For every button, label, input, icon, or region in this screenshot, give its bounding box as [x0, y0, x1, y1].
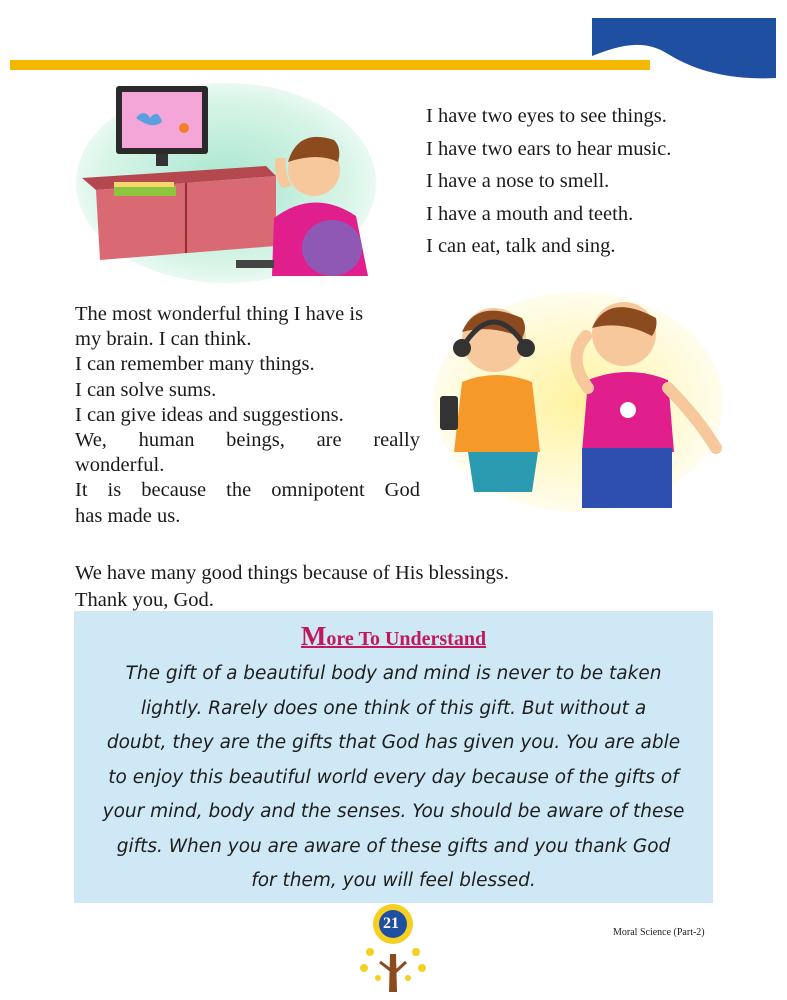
title-initial: M	[300, 621, 327, 651]
body-line: doubt, they are the gifts that God has given you. You are able	[106, 732, 681, 753]
paragraph-line: my brain. I can think.	[75, 328, 252, 351]
poem-line: I have a mouth and teeth.	[426, 202, 634, 225]
paragraph-line: It is because the omnipotent God	[75, 479, 420, 502]
body-line: for them, you will feel blessed.	[251, 870, 536, 891]
body-line: The gift of a beautiful body and mind is never to be taken	[125, 663, 662, 684]
body-line: your mind, body and the senses. You should be aware of these	[102, 801, 685, 822]
body-line: lightly. Rarely does one think of this gift. But without a	[140, 697, 647, 719]
paragraph-line: I can solve sums.	[75, 378, 217, 401]
paragraph-line: wonderful.	[75, 454, 165, 477]
header-yellow-band	[10, 60, 650, 70]
paragraph-line: We have many good things because of His blessings.	[75, 562, 509, 584]
poem-line: I have two eyes to see things.	[426, 105, 667, 127]
poem-line: I can eat, talk and sing.	[426, 235, 616, 257]
paragraph-line: Thank you, God.	[75, 589, 214, 611]
body-line: gifts. When you are aware of these gifts and you thank God	[116, 835, 671, 857]
paragraph-line: We, human beings, are really	[75, 429, 420, 452]
title-rest: ore To Understand	[326, 628, 487, 650]
paragraph-line: I can give ideas and suggestions.	[75, 403, 344, 426]
header-blue-tab	[588, 16, 778, 80]
paragraph-line: The most wonderful thing I have is	[75, 303, 364, 325]
two-kids-illustration	[428, 292, 724, 520]
book-title-footer: Moral Science (Part-2)	[613, 927, 705, 938]
more-to-understand-box	[74, 611, 713, 903]
paragraph-line: I can remember many things.	[75, 353, 315, 376]
section-body	[74, 657, 713, 899]
section-title	[74, 621, 713, 652]
poem-block	[426, 100, 756, 263]
brain-paragraph	[75, 302, 420, 529]
paragraph-line: has made us.	[75, 504, 181, 527]
poem-line: I have a nose to smell.	[426, 170, 610, 192]
boy-at-computer-illustration	[76, 78, 386, 288]
blessings-paragraph	[75, 560, 635, 614]
page-number: 21	[383, 915, 399, 932]
poem-line: I have two ears to hear music.	[426, 137, 672, 160]
body-line: to enjoy this beautiful world every day because of the gifts of	[108, 766, 679, 788]
